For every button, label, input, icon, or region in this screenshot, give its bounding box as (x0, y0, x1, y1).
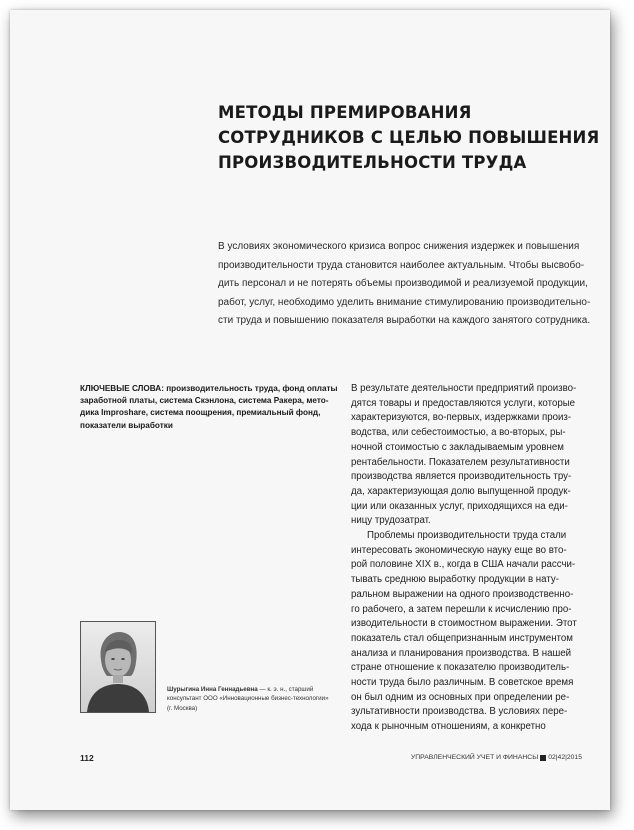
lead-line: сти труда и повышению показателя выработки на каждого занятого сотрудника. (218, 315, 591, 327)
body-line: анализа и планирования производства. В нашей (351, 647, 572, 659)
body-line: изводительности в стоимостном выражении. Этот (351, 618, 577, 630)
square-bullet-icon (540, 755, 546, 761)
title-line: ПРОИЗВОДИТЕЛЬНОСТИ ТРУДА (218, 153, 527, 172)
body-line: производства является производительность тру- (351, 471, 572, 483)
keywords-line (80, 383, 345, 395)
keywords-line: дика Improshare, система поощрения, премиальный фонд, (80, 408, 321, 418)
title-line: МЕТОДЫ ПРЕМИРОВАНИЯ (218, 103, 472, 122)
journal-issue: 02|42|2015 (548, 754, 582, 761)
body-line: зультативности производства. В условиях пере- (351, 706, 568, 718)
journal-footer (411, 754, 582, 761)
body-line: да, характеризующая долю выпущенной продук- (351, 485, 571, 497)
body-line: хода к рыночным отношениям, а конкретно (351, 721, 546, 733)
author-line (167, 685, 347, 694)
body-line: ности труда было различным. В советское время (351, 677, 574, 689)
body-line: ральном выражении на одного производственно- (351, 588, 574, 600)
article-title (218, 100, 600, 175)
author-credentials: — к. э. н., старший (257, 686, 314, 693)
keywords-line: показатели выработки (80, 420, 173, 430)
body-line: ночной стоимостью с закладываемым уровнем (351, 441, 564, 453)
body-line: тывать среднюю выработку продукции в нату- (351, 574, 559, 586)
lead-line: работ, услуг, необходимо уделить внимание стимулированию производительно- (218, 296, 591, 308)
body-line: водства, или себестоимостью, а во-вторых, ры- (351, 427, 566, 439)
author-line: (г. Москва) (167, 704, 198, 712)
lead-line: производительности труда становится наиболее актуальным. Чтобы высвобо- (218, 259, 585, 271)
body-line: рой половине XIX в., когда в США начали рассчи- (351, 559, 576, 571)
keywords-block (80, 383, 345, 432)
lead-line: дить персонал и не потерять объемы производимой и реализуемой продукции, (218, 278, 588, 290)
author-portrait-image (81, 622, 155, 712)
article-body (351, 382, 601, 735)
body-line: Проблемы производительности труда стали (367, 530, 567, 542)
body-line: характеризуются, во-первых, издержками произ- (351, 412, 572, 424)
author-photo (80, 621, 156, 713)
journal-page (10, 10, 610, 810)
author-line: консультант ООО «Инновационные бизнес-технологии» (167, 695, 329, 703)
body-line: он был одним из основных при определении ре- (351, 691, 570, 703)
body-line: стране отношение к показателю производитель- (351, 662, 570, 674)
body-line: рентабельности. Показателем результативности (351, 456, 570, 468)
body-line: ции или оказанных услуг, приходящихся на еди- (351, 500, 568, 512)
keywords-text: производительность труда, фонд оплаты (166, 384, 338, 393)
body-line: го рабочего, а затем перешли к исчислению про- (351, 603, 572, 615)
keywords-label: КЛЮЧЕВЫЕ СЛОВА: (80, 384, 164, 393)
page-number: 112 (80, 753, 94, 763)
keywords-line: заработной платы, система Скэнлона, система Ракера, мето- (80, 396, 329, 406)
author-name: Шурыгина Инна Геннадьевна (167, 686, 258, 693)
body-line: показатель стал общепризнанным инструментом (351, 632, 573, 644)
article-lead (218, 238, 600, 331)
body-line: интересовать экономическую науку еще во вто- (351, 544, 567, 556)
body-line: дятся товары и предоставляются услуги, которые (351, 397, 576, 409)
author-info (167, 685, 347, 713)
lead-line: В условиях экономического кризиса вопрос снижения издержек и повышения (218, 241, 580, 252)
body-line: В результате деятельности предприятий произво- (351, 383, 577, 394)
body-line: ницу трудозатрат. (351, 515, 431, 527)
title-line: СОТРУДНИКОВ С ЦЕЛЬЮ ПОВЫШЕНИЯ (218, 128, 600, 147)
journal-name: УПРАВЛЕНЧЕСКИЙ УЧЕТ И ФИНАНСЫ (410, 754, 539, 761)
